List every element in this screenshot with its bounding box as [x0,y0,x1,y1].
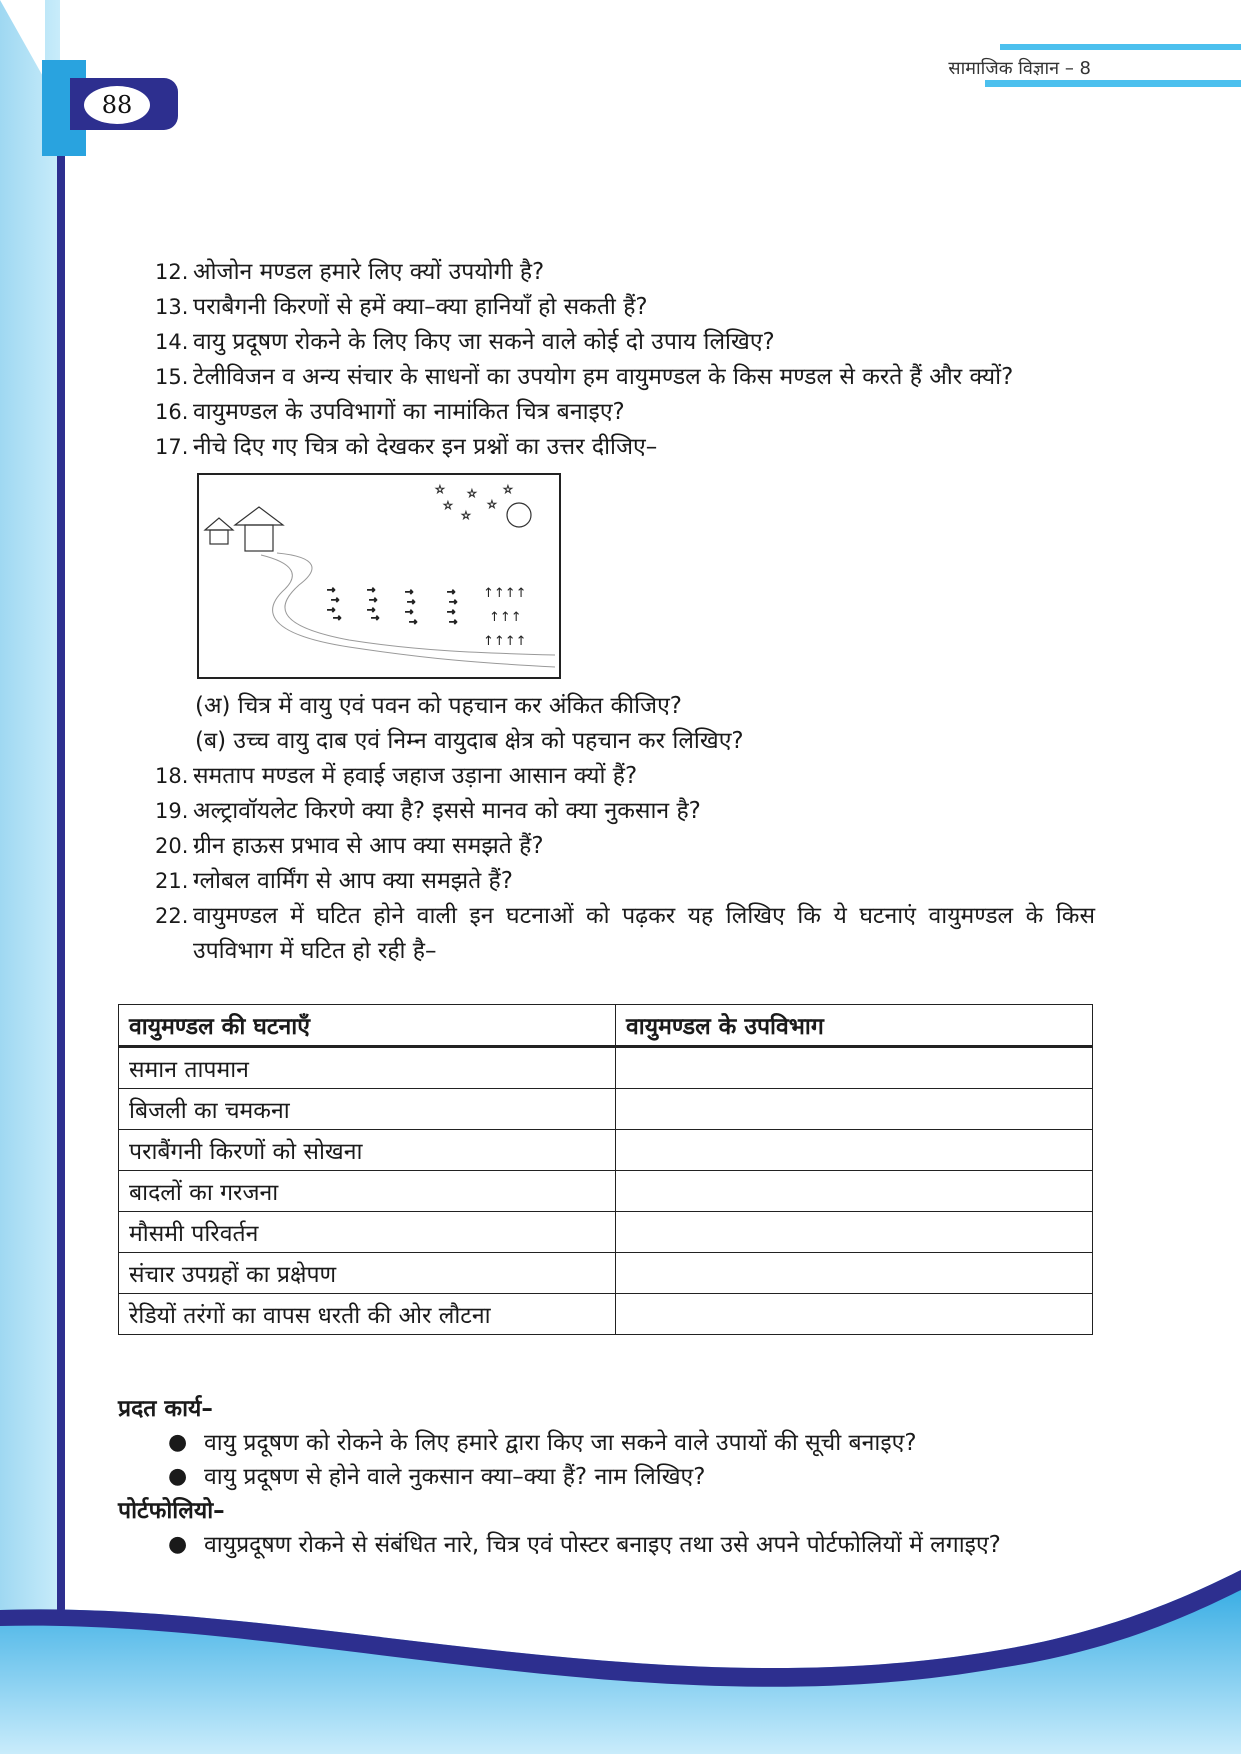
svg-text:→: → [447,607,456,618]
question-number: 15. [155,365,189,389]
svg-text:☆: ☆ [467,487,477,500]
question-text: टेलीविजन व अन्य संचार के साधनों का उपयोग हम वायुमण्डल के किस मण्डल से करते हैं और क्यों? [193,364,1014,390]
page-spine-bar [57,60,65,1620]
question-item [155,899,1095,969]
wind-pressure-illustration [197,473,561,679]
event-cell: बिजली का चमकना [119,1089,616,1130]
footer-wave [0,1570,1241,1754]
question-text: वायुमण्डल में घटित होने वाली इन घटनाओं को पढ़कर यह लिखिए कि ये घटनाएं वायुमण्डल के किस उपविभाग में घटित हो रही है– [193,903,1095,964]
svg-text:→: → [407,597,416,608]
question-list [155,255,1095,969]
question-item [155,430,1095,465]
question-number: 17. [155,435,189,459]
left-margin-corner [0,0,45,80]
question-text: वायु प्रदूषण रोकने के लिए किए जा सकने वाले कोई दो उपाय लिखिए? [193,329,775,355]
book-title: सामाजिक विज्ञान – 8 [948,58,1091,79]
table-row [119,1130,1093,1171]
table-row [119,1089,1093,1130]
question-item [155,360,1095,395]
question-text: अल्ट्रावॉयलेट किरणे क्या है? इससे मानव को क्या नुकसान है? [193,798,701,824]
assigned-work-heading: प्रदत कार्य– [118,1396,213,1422]
column-header: वायुमण्डल की घटनाएँ [119,1005,616,1047]
house-icon [205,507,283,551]
page-number: 88 [84,86,150,124]
question-text: ओजोन मण्डल हमारे लिए क्यों उपयोगी है? [193,259,545,285]
portfolio-heading: पोर्टफोलियो– [118,1498,225,1524]
svg-text:→: → [333,613,342,624]
question-number: 22. [155,904,189,928]
answer-cell[interactable] [616,1294,1093,1335]
question-item [155,395,1095,430]
svg-text:→: → [409,617,418,628]
list-item-text: वायु प्रदूषण को रोकने के लिए हमारे द्वारा किए जा सकने वाले उपायों की सूची बनाइए? [204,1430,917,1456]
svg-text:↑↑↑↑: ↑↑↑↑ [483,586,527,601]
svg-text:→: → [367,605,376,616]
left-margin-band [0,0,60,1754]
wind-arrows [327,585,457,628]
svg-text:→: → [405,607,414,618]
event-cell: रेडियों तरंगों का वापस धरती की ओर लौटना [119,1294,616,1335]
question-item [155,255,1095,290]
list-item-text: वायु प्रदूषण से होने वाले नुकसान क्या–क्या हैं? नाम लिखिए? [204,1464,706,1490]
header-rule-bottom [985,80,1241,87]
column-header: वायुमण्डल के उपविभाग [616,1005,1093,1047]
atmosphere-events-table [118,1004,1093,1335]
question-item [155,759,1095,794]
question-number: 14. [155,330,189,354]
list-item-text: वायुप्रदूषण रोकने से संबंधित नारे, चित्र एवं पोस्टर बनाइए तथा उसे अपने पोर्टफोलियों में लगाइए? [204,1532,1001,1558]
answer-cell[interactable] [616,1130,1093,1171]
question-text: वायुमण्डल के उपविभागों का नामांकित चित्र बनाइए? [193,399,625,425]
svg-text:☆: ☆ [461,509,471,522]
bullet-icon: ● [168,1532,188,1557]
stars-icon [435,483,513,522]
svg-text:→: → [327,605,336,616]
question-item [155,864,1095,899]
svg-text:↑↑↑: ↑↑↑ [489,610,522,625]
list-item [118,1460,1098,1494]
list-item [118,1426,1098,1460]
question-item [155,829,1095,864]
table-header-row [119,1005,1093,1047]
svg-text:→: → [449,617,458,628]
svg-text:☆: ☆ [487,498,497,511]
question-number: 20. [155,834,189,858]
pressure-arrows [483,586,527,649]
question-number: 12. [155,260,189,284]
svg-text:☆: ☆ [443,499,453,512]
answer-cell[interactable] [616,1047,1093,1089]
question-text: ग्लोबल वार्मिंग से आप क्या समझते हैं? [193,868,513,894]
question-number: 13. [155,295,189,319]
question-text: पराबैगनी किरणों से हमें क्या–क्या हानियाँ हो सकती हैं? [193,294,648,320]
answer-cell[interactable] [616,1253,1093,1294]
svg-text:→: → [449,597,458,608]
svg-text:☆: ☆ [503,483,513,496]
table-row [119,1253,1093,1294]
svg-text:☆: ☆ [435,483,445,496]
question-number: 16. [155,400,189,424]
event-cell: मौसमी परिवर्तन [119,1212,616,1253]
answer-cell[interactable] [616,1212,1093,1253]
question-text: समताप मण्डल में हवाई जहाज उड़ाना आसान क्यों हैं? [193,763,638,789]
event-cell: बादलों का गरजना [119,1171,616,1212]
svg-text:→: → [327,585,336,596]
bullet-icon: ● [168,1464,188,1489]
moon-icon [507,503,531,527]
sub-question: (अ) चित्र में वायु एवं पवन को पहचान कर अंकित कीजिए? [195,693,683,719]
table-row [119,1212,1093,1253]
question-number: 19. [155,799,189,823]
question-number: 18. [155,764,189,788]
question-text: नीचे दिए गए चित्र को देखकर इन प्रश्नों का उत्तर दीजिए– [193,434,658,460]
question-text: ग्रीन हाऊस प्रभाव से आप क्या समझते हैं? [193,833,544,859]
sub-question: (ब) उच्च वायु दाब एवं निम्न वायुदाब क्षेत्र को पहचान कर लिखिए? [195,728,744,754]
answer-cell[interactable] [616,1171,1093,1212]
table-row [119,1171,1093,1212]
question-item [155,290,1095,325]
header-rule-top [1000,44,1241,50]
svg-text:→: → [447,587,456,598]
svg-text:↑↑↑↑: ↑↑↑↑ [483,634,527,649]
svg-text:→: → [331,595,340,606]
activities-section [118,1392,1098,1562]
event-cell: पराबैंगनी किरणों को सोखना [119,1130,616,1171]
question-item [155,325,1095,360]
table-row [119,1294,1093,1335]
question-item [155,794,1095,829]
event-cell: संचार उपग्रहों का प्रक्षेपण [119,1253,616,1294]
svg-text:→: → [405,587,414,598]
table-row [119,1047,1093,1089]
question-number: 21. [155,869,189,893]
answer-cell[interactable] [616,1089,1093,1130]
event-cell: समान तापमान [119,1047,616,1089]
svg-text:→: → [369,595,378,606]
svg-text:→: → [367,585,376,596]
bullet-icon: ● [168,1430,188,1455]
svg-text:→: → [371,613,380,624]
list-item [118,1528,1098,1562]
